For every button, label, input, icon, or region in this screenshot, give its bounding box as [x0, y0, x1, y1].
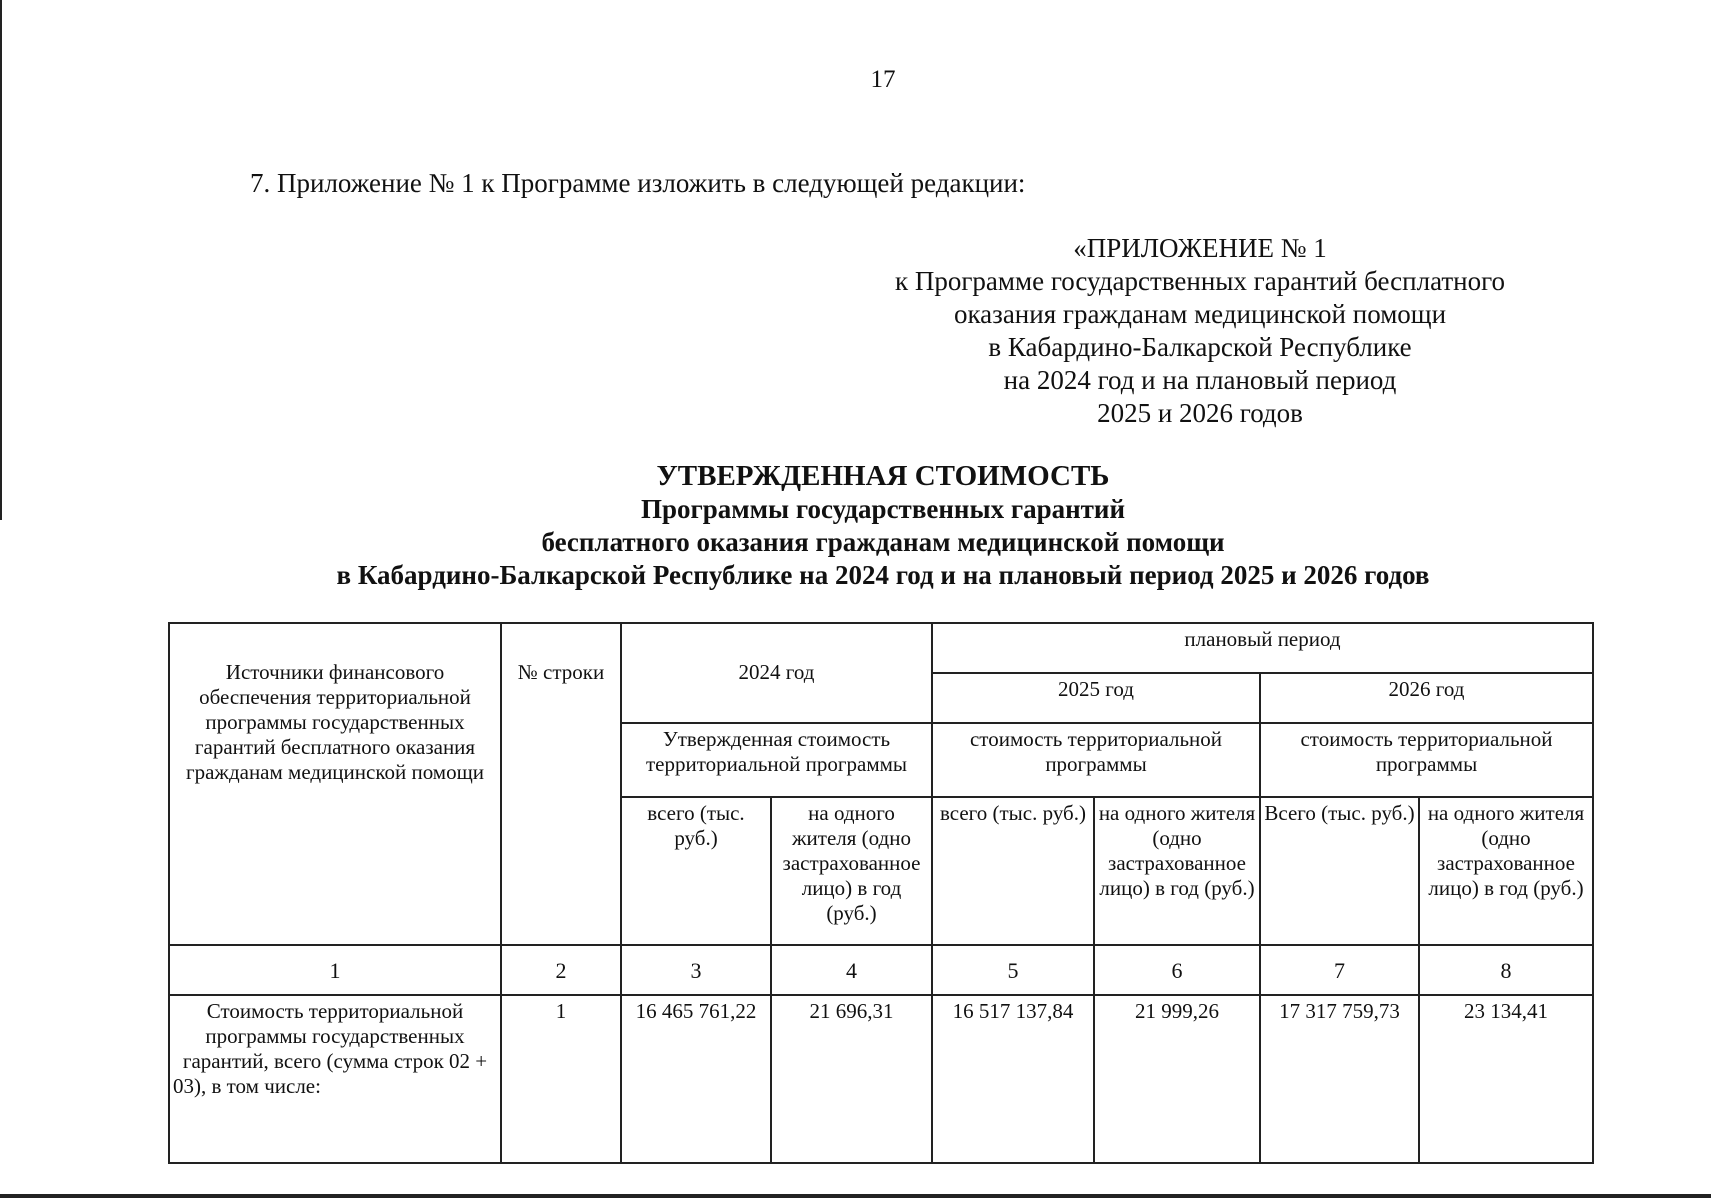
- header-year-2026: 2026 год: [1260, 673, 1593, 723]
- appendix-line: «ПРИЛОЖЕНИЕ № 1: [1073, 233, 1327, 263]
- header-per-capita-2024: на одного жителя (одно застрахованное лицо) в год (руб.): [771, 797, 932, 945]
- title-line-3: бесплатного оказания гражданам медицинской помощи: [541, 527, 1225, 557]
- header-year-2024: 2024 год: [621, 623, 932, 723]
- appendix-line: в Кабардино-Балкарской Республике: [988, 332, 1412, 362]
- title-line-4: в Кабардино-Балкарской Республике на 2024 год и на плановый период 2025 и 2026 годов: [336, 560, 1430, 590]
- column-number: 8: [1419, 945, 1593, 995]
- title-line-2: Программы государственных гарантий: [640, 494, 1126, 524]
- column-number: 5: [932, 945, 1094, 995]
- column-number: 1: [169, 945, 501, 995]
- header-total-2026: Всего (тыс. руб.): [1260, 797, 1419, 945]
- title-line-1: УТВЕРЖДЕННАЯ СТОИМОСТЬ: [656, 460, 1110, 492]
- header-planned-period: плановый период: [932, 623, 1593, 673]
- column-number: 4: [771, 945, 932, 995]
- cell-total-2026: 17 317 759,73: [1260, 995, 1419, 1163]
- table-row: [169, 995, 1593, 1163]
- row-number: 1: [501, 995, 621, 1163]
- header-approved-cost: Утвержденная стоимость территориальной программы: [621, 723, 932, 797]
- row-label: Стоимость территориальной программы государственных гарантий, всего (сумма строк 02 + 03), в том числе:: [169, 995, 501, 1163]
- appendix-header: [850, 232, 1550, 430]
- column-number: 3: [621, 945, 771, 995]
- header-source: Источники финансового обеспечения территориальной программы государственных гарантий бесплатного оказания гражданам медицинской помощи: [169, 623, 501, 945]
- header-year-2025: 2025 год: [932, 673, 1260, 723]
- cell-total-2025: 16 517 137,84: [932, 995, 1094, 1163]
- header-cost-2026: стоимость территориальной программы: [1260, 723, 1593, 797]
- bottom-page-rule: [0, 1194, 1711, 1198]
- column-number: 7: [1260, 945, 1419, 995]
- header-row-no: № строки: [501, 623, 621, 945]
- cell-per-capita-2024: 21 696,31: [771, 995, 932, 1163]
- intro-paragraph: 7. Приложение № 1 к Программе изложить в следующей редакции:: [250, 168, 1026, 198]
- column-number: 2: [501, 945, 621, 995]
- header-total-2024: всего (тыс. руб.): [621, 797, 771, 945]
- document-title: [0, 460, 1711, 592]
- header-total-2025: всего (тыс. руб.): [932, 797, 1094, 945]
- cell-total-2024: 16 465 761,22: [621, 995, 771, 1163]
- cost-table: [168, 622, 1594, 1164]
- cell-per-capita-2025: 21 999,26: [1094, 995, 1260, 1163]
- appendix-line: оказания гражданам медицинской помощи: [953, 299, 1447, 329]
- header-per-capita-2026: на одного жителя (одно застрахованное лицо) в год (руб.): [1419, 797, 1593, 945]
- appendix-line: на 2024 год и на плановый период: [1003, 365, 1397, 395]
- header-per-capita-2025: на одного жителя (одно застрахованное лицо) в год (руб.): [1094, 797, 1260, 945]
- cell-per-capita-2026: 23 134,41: [1419, 995, 1593, 1163]
- header-cost-2025: стоимость территориальной программы: [932, 723, 1260, 797]
- appendix-line: к Программе государственных гарантий бесплатного: [894, 266, 1506, 296]
- page-number: 17: [870, 66, 896, 93]
- column-number: 6: [1094, 945, 1260, 995]
- appendix-line: 2025 и 2026 годов: [1097, 398, 1303, 428]
